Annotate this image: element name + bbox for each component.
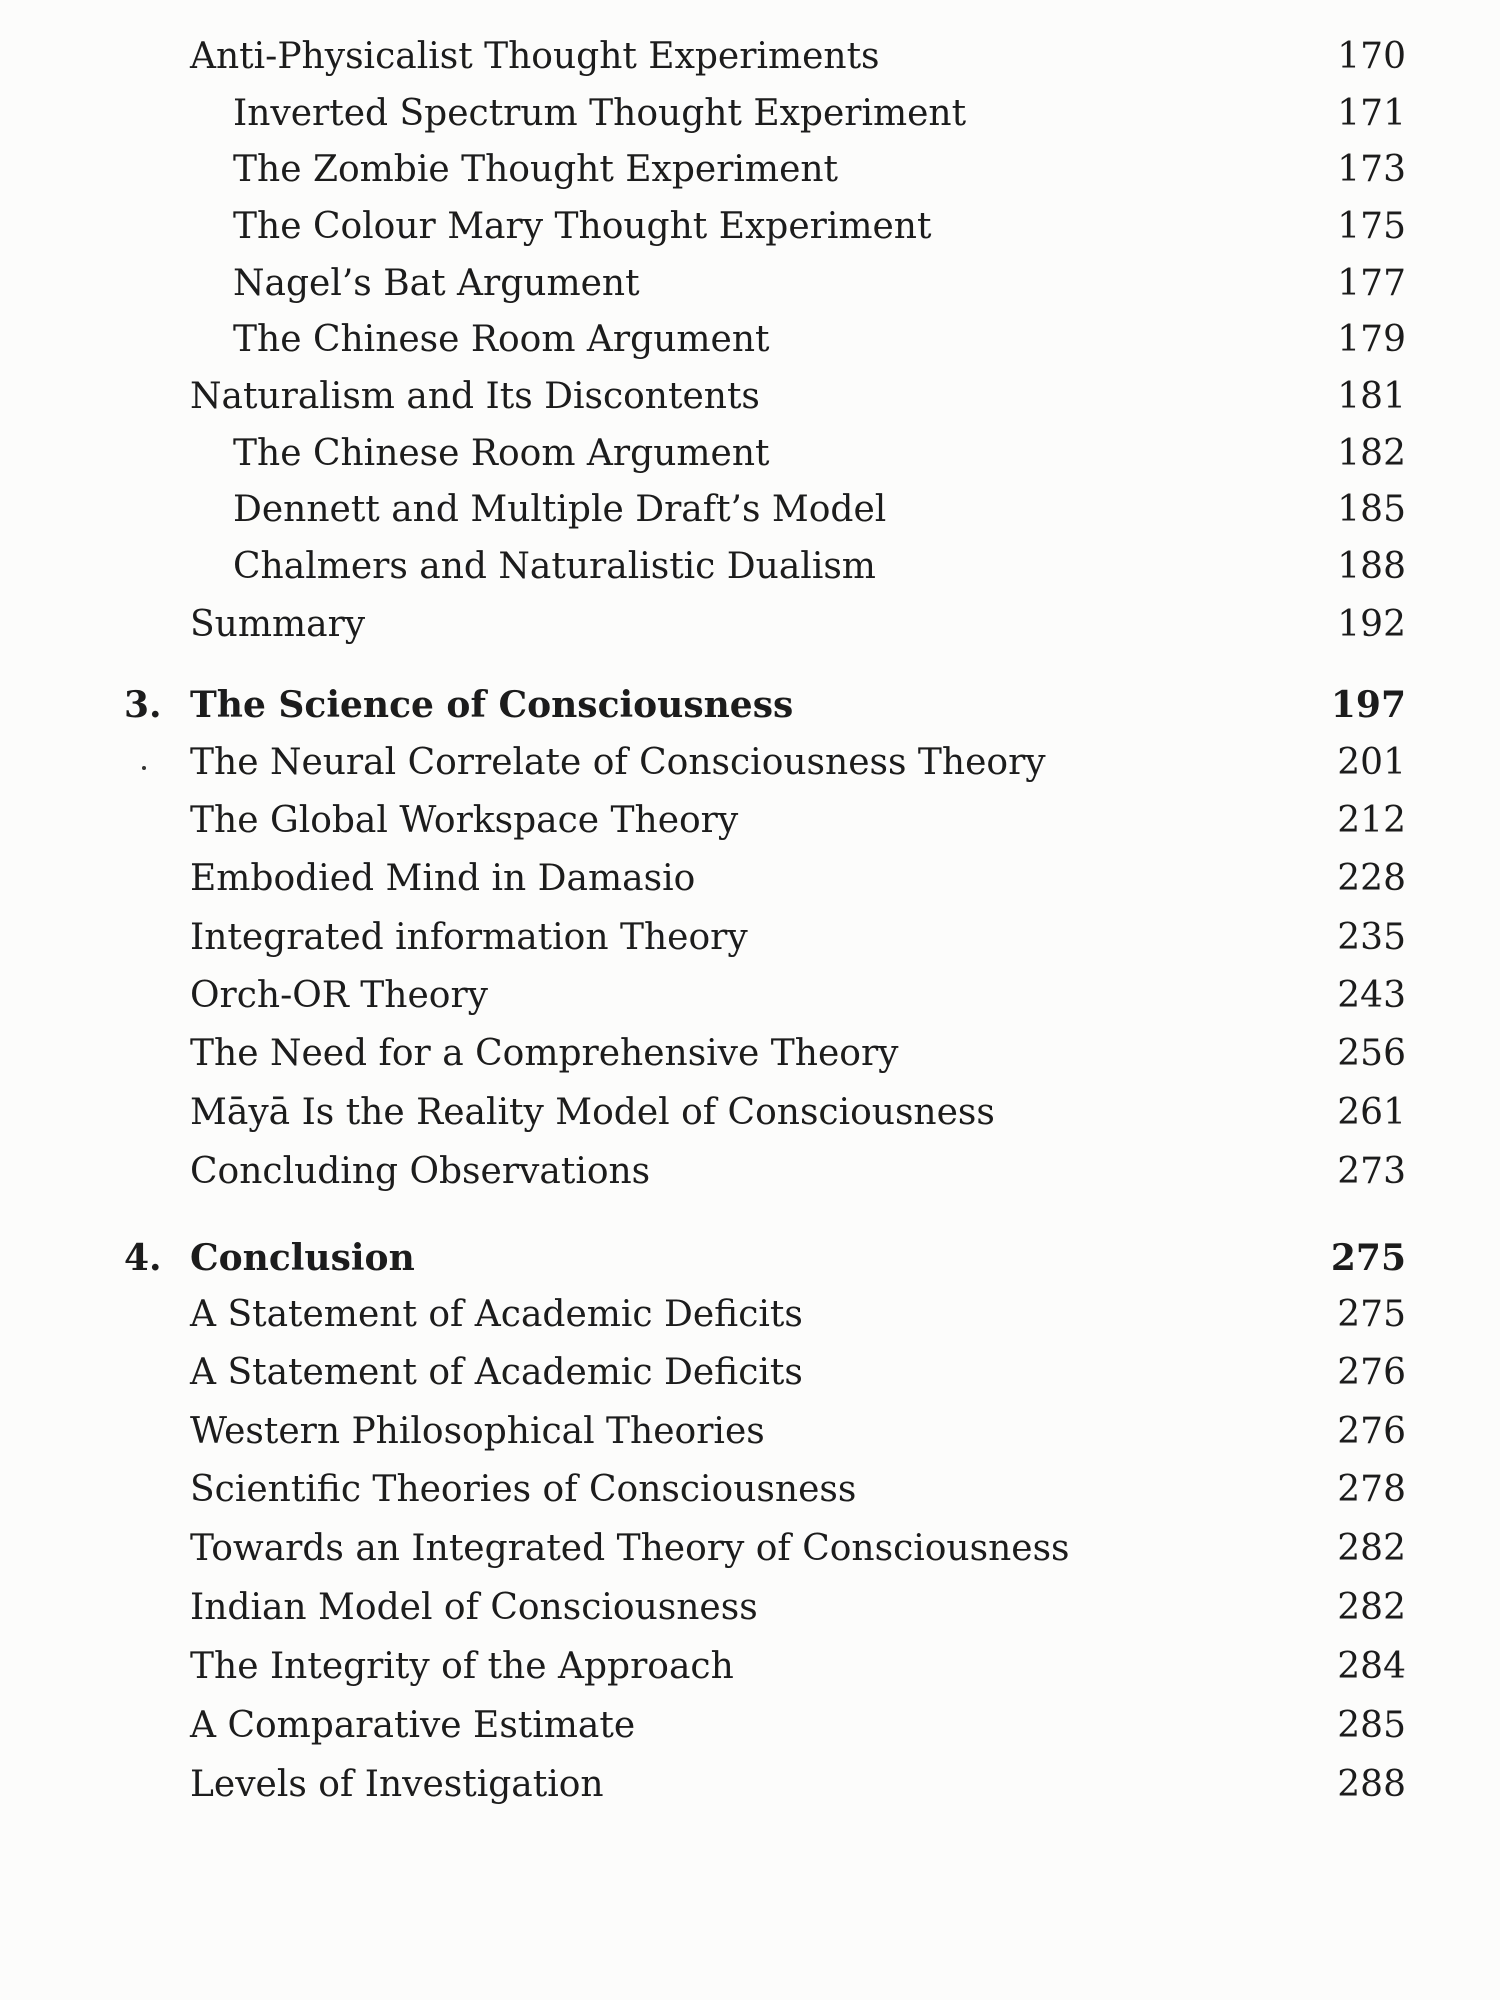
toc-chapter bbox=[124, 1233, 1406, 1283]
toc-entry-page: 282 bbox=[1337, 1587, 1406, 1628]
toc-entry-page: 273 bbox=[1337, 1151, 1406, 1192]
toc-subentry bbox=[233, 542, 1406, 592]
toc-entry-title: Western Philosophical Theories bbox=[190, 1411, 765, 1452]
toc-entry-page: 276 bbox=[1337, 1352, 1406, 1393]
toc-subentry bbox=[233, 259, 1406, 309]
toc-subentry bbox=[233, 429, 1406, 479]
toc-subentry-page: 175 bbox=[1337, 206, 1406, 247]
chapter-number: 4. bbox=[124, 1237, 162, 1279]
toc-entry bbox=[190, 1407, 1406, 1457]
toc-entry bbox=[190, 913, 1406, 963]
toc-subentry-title: Dennett and Multiple Draft’s Model bbox=[233, 489, 887, 530]
toc-subentry-page: 179 bbox=[1337, 319, 1406, 360]
toc-entry-page: 192 bbox=[1337, 604, 1406, 645]
toc-subentry-title: The Zombie Thought Experiment bbox=[233, 149, 839, 190]
toc-entry-title: Embodied Mind in Damasio bbox=[190, 858, 696, 899]
toc-entry-title: Anti-Physicalist Thought Experiments bbox=[190, 36, 880, 77]
toc-entry bbox=[190, 1642, 1406, 1692]
toc-entry-title: Concluding Observations bbox=[190, 1151, 651, 1192]
toc-entry-page: 278 bbox=[1337, 1469, 1406, 1510]
toc-entry-page: 228 bbox=[1337, 858, 1406, 899]
toc-entry-page: 288 bbox=[1337, 1764, 1406, 1805]
chapter-page: 197 bbox=[1330, 684, 1406, 726]
toc-entry-title: Levels of Investigation bbox=[190, 1764, 604, 1805]
toc-subentry-page: 188 bbox=[1337, 546, 1406, 587]
toc-entry bbox=[190, 854, 1406, 904]
toc-entry-page: 170 bbox=[1337, 36, 1406, 77]
toc-entry-title: A Statement of Academic Deficits bbox=[190, 1352, 803, 1393]
chapter-number: 3. bbox=[124, 684, 162, 726]
toc-entry bbox=[190, 1465, 1406, 1515]
toc-entry-title: A Statement of Academic Deficits bbox=[190, 1294, 803, 1335]
toc-subentry-page: 173 bbox=[1337, 149, 1406, 190]
toc-entry-page: 212 bbox=[1337, 800, 1406, 841]
toc-entry-page: 235 bbox=[1337, 917, 1406, 958]
toc-entry-page: 261 bbox=[1337, 1092, 1406, 1133]
toc-entry-page: 201 bbox=[1337, 742, 1406, 783]
toc-entry bbox=[190, 1290, 1406, 1340]
toc-entry bbox=[190, 600, 1406, 650]
toc-subentry bbox=[233, 315, 1406, 365]
toc-entry-page: 276 bbox=[1337, 1411, 1406, 1452]
toc-entry-title: The Need for a Comprehensive Theory bbox=[190, 1033, 899, 1074]
toc-entry bbox=[190, 738, 1406, 788]
chapter-page: 275 bbox=[1330, 1237, 1406, 1279]
toc-entry bbox=[190, 1029, 1406, 1079]
toc-subentry-title: Nagel’s Bat Argument bbox=[233, 263, 640, 304]
chapter-title: The Science of Consciousness bbox=[190, 684, 794, 726]
toc-subentry-title: The Chinese Room Argument bbox=[233, 433, 770, 474]
toc-subentry-page: 185 bbox=[1337, 489, 1406, 530]
toc-entry bbox=[190, 1701, 1406, 1751]
toc-subentry-title: Chalmers and Naturalistic Dualism bbox=[233, 546, 876, 587]
toc-entry-title: The Global Workspace Theory bbox=[190, 800, 739, 841]
toc-entry bbox=[190, 796, 1406, 846]
toc-entry-title: Orch-OR Theory bbox=[190, 975, 489, 1016]
toc-entry-title: Māyā Is the Reality Model of Consciousness bbox=[190, 1092, 995, 1133]
toc-entry-page: 181 bbox=[1337, 376, 1406, 417]
toc-subentry-title: The Chinese Room Argument bbox=[233, 319, 770, 360]
toc-subentry bbox=[233, 485, 1406, 535]
toc-chapter bbox=[124, 680, 1406, 730]
toc-entry-title: Summary bbox=[190, 604, 366, 645]
toc-subentry-page: 182 bbox=[1337, 433, 1406, 474]
toc-entry-page: 284 bbox=[1337, 1646, 1406, 1687]
toc-entry bbox=[190, 1348, 1406, 1398]
toc-entry-page: 285 bbox=[1337, 1705, 1406, 1746]
toc-subentry-page: 171 bbox=[1337, 93, 1406, 134]
toc-entry-title: Integrated information Theory bbox=[190, 917, 748, 958]
toc-subentry bbox=[233, 202, 1406, 252]
toc-entry bbox=[190, 1147, 1406, 1197]
toc-subentry bbox=[233, 89, 1406, 139]
toc-entry-page: 282 bbox=[1337, 1528, 1406, 1569]
toc-subentry-title: Inverted Spectrum Thought Experiment bbox=[233, 93, 967, 134]
toc-entry-title: Towards an Integrated Theory of Consciousness bbox=[190, 1528, 1070, 1569]
toc-entry bbox=[190, 1524, 1406, 1574]
toc-entry bbox=[190, 1583, 1406, 1633]
toc-entry-title: Indian Model of Consciousness bbox=[190, 1587, 758, 1628]
toc-entry-title: The Neural Correlate of Consciousness Theory bbox=[190, 742, 1046, 783]
toc-entry bbox=[190, 1760, 1406, 1810]
toc-subentry-page: 177 bbox=[1337, 263, 1406, 304]
toc-entry-title: Scientific Theories of Consciousness bbox=[190, 1469, 857, 1510]
toc-subentry bbox=[233, 145, 1406, 195]
toc-entry-page: 256 bbox=[1337, 1033, 1406, 1074]
toc-entry bbox=[190, 1088, 1406, 1138]
toc-entry bbox=[190, 32, 1406, 82]
chapter-title: Conclusion bbox=[190, 1237, 415, 1279]
toc-entry bbox=[190, 971, 1406, 1021]
toc-entry-page: 243 bbox=[1337, 975, 1406, 1016]
toc-entry-title: Naturalism and Its Discontents bbox=[190, 376, 760, 417]
toc-entry bbox=[190, 372, 1406, 422]
toc-entry-page: 275 bbox=[1337, 1294, 1406, 1335]
toc-entry-title: A Comparative Estimate bbox=[190, 1705, 636, 1746]
print-speck bbox=[142, 766, 146, 770]
toc-entry-title: The Integrity of the Approach bbox=[190, 1646, 734, 1687]
toc-subentry-title: The Colour Mary Thought Experiment bbox=[233, 206, 932, 247]
